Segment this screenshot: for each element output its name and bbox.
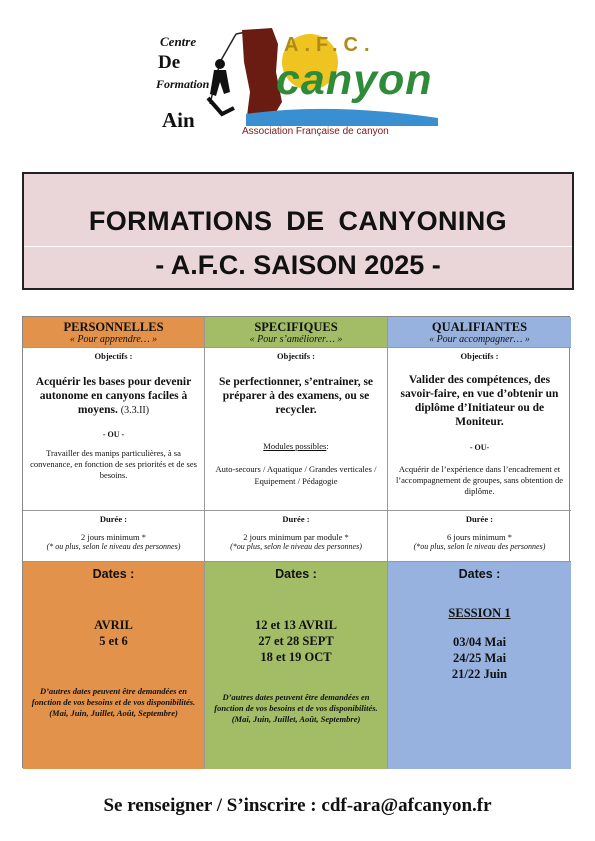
dates-personnelles	[23, 562, 205, 769]
date-item: 03/04 Mai	[452, 635, 507, 649]
logo-centre-text: Centre	[160, 34, 197, 49]
duree-label: Durée :	[99, 514, 128, 524]
column-title: QUALIFIANTES	[431, 320, 528, 334]
date-item: 12 et 13 AVRIL	[254, 618, 338, 632]
objectifs-main: Valider des compétences, des savoir-faire, en vue d’obtenir un diplôme d’Initiateur ou de Moniteur.	[400, 374, 559, 428]
duree-note: (*ou plus, selon le niveau des personnes)	[230, 542, 362, 551]
header-specifiques	[205, 317, 388, 348]
dates-note: D’autres dates peuvent être demandées en fonction de vos besoins et de vos disponibilités. (Mai, Juin, Juillet, Août, Septembre)	[31, 686, 196, 718]
duree-label: Durée :	[465, 514, 494, 524]
duree-specifiques	[205, 511, 388, 562]
logo-canyon-text: canyon	[276, 56, 433, 104]
dates-specifiques	[205, 562, 388, 769]
dates-label: Dates :	[458, 567, 501, 581]
column-subtitle: « Pour apprendre… »	[69, 334, 158, 345]
logo-ain-text: Ain	[162, 108, 195, 132]
objectifs-label: Objectifs :	[460, 351, 499, 361]
title-divider	[24, 246, 572, 247]
objectifs-specifiques	[205, 348, 388, 511]
duree-label: Durée :	[282, 514, 310, 524]
duree-note: (* ou plus, selon le niveau des personnes)	[46, 542, 181, 551]
duree-value: 6 jours minimum *	[447, 532, 512, 542]
header-personnelles	[23, 317, 205, 348]
date-item: 18 et 19 OCT	[260, 650, 332, 664]
column-title: SPECIFIQUES	[254, 320, 338, 334]
duree-value: 2 jours minimum par module *	[243, 532, 349, 542]
column-title: PERSONNELLES	[63, 320, 164, 334]
logo	[150, 22, 450, 142]
objectifs-personnelles	[23, 348, 205, 511]
objectifs-qualifiantes	[388, 348, 571, 511]
page-subtitle: - A.F.C. SAISON 2025 -	[155, 250, 441, 280]
dates-qualifiantes	[388, 562, 571, 769]
logo-de-text: De	[158, 52, 181, 73]
duree-note: (*ou plus, selon le niveau des personnes)	[413, 542, 546, 551]
modules-label-colon: :	[326, 441, 329, 451]
date-item: 21/22 Juin	[451, 667, 508, 681]
header-qualifiantes	[388, 317, 571, 348]
date-item: 24/25 Mai	[452, 651, 507, 665]
modules-label	[205, 441, 387, 451]
logo-association-text: Association Française de canyon	[242, 126, 389, 137]
page-title: FORMATIONS DE CANYONING	[88, 206, 508, 236]
objectifs-alt: Acquérir de l’expérience dans l’encadrement et l’accompagnement de groupes, sans obtention de diplôme.	[395, 464, 564, 496]
dates-label: Dates :	[92, 567, 135, 581]
objectifs-main: Se perfectionner, s’entrainer, se préparer à des examens, ou se recycler.	[218, 376, 374, 416]
ou-separator: - OU-	[469, 443, 490, 452]
contact-footer: Se renseigner / S’inscrire : cdf-ara@afcanyon.fr	[103, 795, 492, 816]
formations-table	[22, 316, 570, 768]
dates-label: Dates :	[275, 567, 317, 581]
session-label: SESSION 1	[448, 606, 511, 620]
modules-list: Auto-secours / Aquatique / Grandes verticales / Equipement / Pédagogie	[215, 464, 377, 486]
date-item: 27 et 28 SEPT	[258, 634, 334, 648]
logo-afc-text: A.F.C.	[284, 34, 376, 56]
duree-personnelles	[23, 511, 205, 562]
dates-note: D’autres dates peuvent être demandées en fonction de vos besoins et de vos disponibilités. (Mai, Juin, Juillet, Août, Septembre)	[214, 692, 378, 724]
date-item: AVRIL	[94, 618, 133, 632]
objectifs-ref: (3.3.II)	[120, 405, 150, 416]
objectifs-label: Objectifs :	[276, 351, 315, 361]
duree-value: 2 jours minimum *	[81, 532, 146, 542]
duree-qualifiantes	[388, 511, 571, 562]
objectifs-alt: Travailler des manips particulières, à sa convenance, en fonction de ses priorités et de ses besoins.	[30, 448, 197, 480]
modules-label-text: Modules possibles	[263, 441, 327, 451]
objectifs-main-text: Acquérir les bases pour devenir autonome en canyons faciles à moyens.	[35, 376, 192, 416]
column-subtitle: « Pour s’améliorer… »	[249, 334, 343, 345]
logo-formation-text: Formation	[156, 77, 210, 91]
date-item: 5 et 6	[99, 634, 128, 648]
column-subtitle: « Pour accompagner… »	[429, 334, 530, 345]
ou-separator: - OU -	[102, 430, 125, 439]
title-box	[22, 172, 574, 290]
objectifs-main	[23, 375, 204, 418]
objectifs-label: Objectifs :	[94, 351, 133, 361]
